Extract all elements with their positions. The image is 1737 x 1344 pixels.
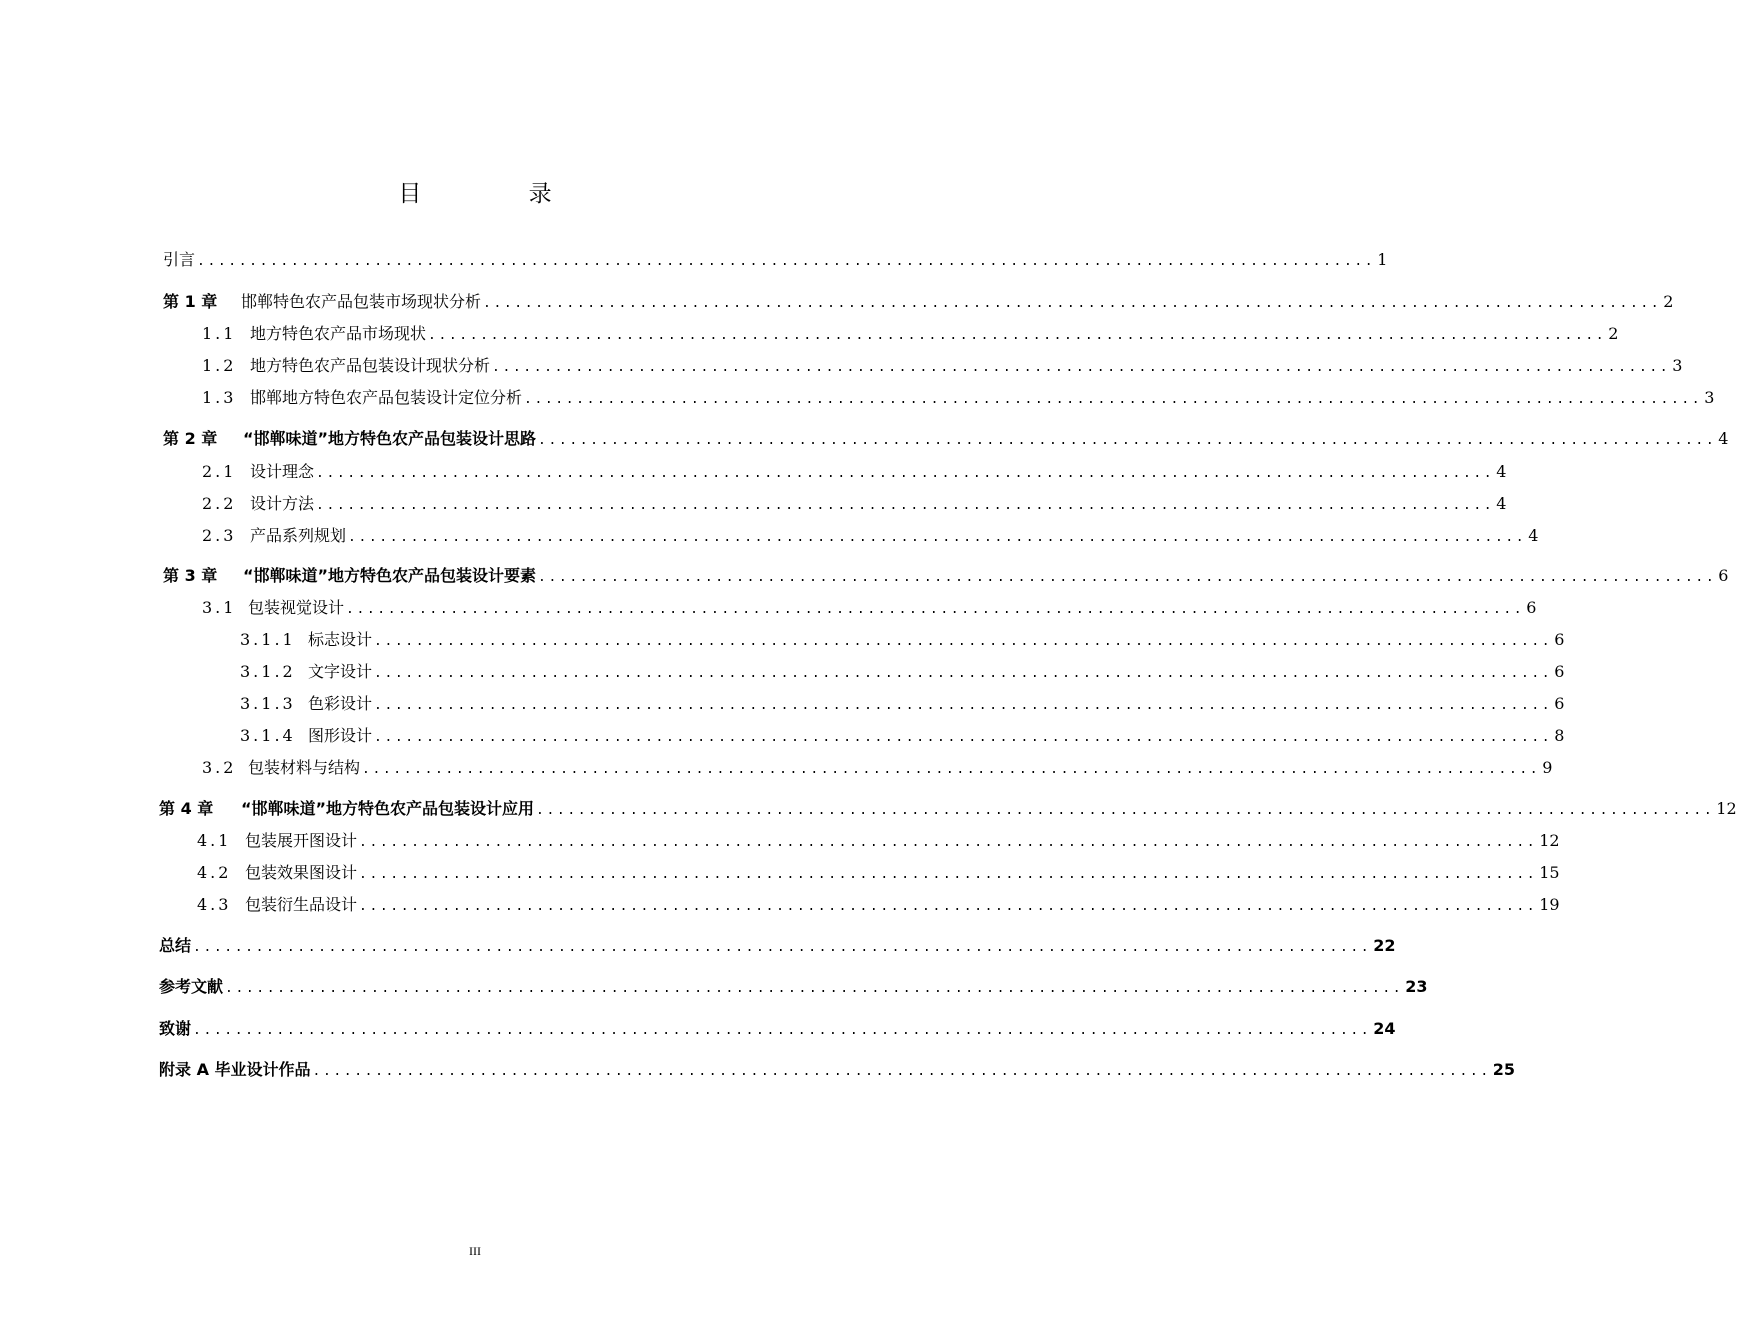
toc-leader-dots: ................................................................................................................. — [538, 570, 1717, 585]
toc-leader-dots: ................................................................................................................. — [374, 634, 1553, 649]
toc-entry-page: 9 — [1542, 758, 1553, 777]
toc-leader-dots: ................................................................................................................. — [428, 328, 1607, 343]
toc-leader-dots: ................................................................................................................. — [193, 940, 1372, 955]
toc-entry-page: 3 — [1704, 388, 1715, 407]
toc-leader-dots: ................................................................................................................. — [348, 530, 1527, 545]
toc-entry-page: 4 — [1496, 462, 1507, 481]
toc-entry-label: “邯郸味道”地方特色农产品包装设计思路 — [243, 429, 537, 448]
toc-leader-dots: ................................................................................................................. — [362, 762, 1541, 777]
toc-entry-page: 3 — [1672, 356, 1683, 375]
toc-entry-label: 邯郸特色农产品包装市场现状分析 — [241, 292, 482, 311]
toc-entry-subsection[interactable] — [240, 660, 1565, 684]
toc-leader-dots: ................................................................................................................. — [316, 498, 1495, 513]
toc-entry-label: 产品系列规划 — [250, 526, 347, 545]
toc-entry-page: 4 — [1718, 429, 1729, 448]
toc-leader-dots: ................................................................................................................. — [374, 698, 1553, 713]
toc-entry-chapter-4[interactable] — [159, 797, 1737, 821]
toc-entry-acknowledgements[interactable] — [159, 1017, 1396, 1041]
toc-entry-number: 4.2 — [197, 863, 232, 882]
toc-leader-dots: ................................................................................................................. — [359, 835, 1538, 850]
toc-entry-number: 1.2 — [202, 356, 237, 375]
toc-leader-dots: ................................................................................................................. — [359, 899, 1538, 914]
toc-leader-dots: ................................................................................................................. — [225, 981, 1404, 996]
toc-entry-number: 第 1 章 — [163, 292, 218, 311]
toc-entry-label: 色彩设计 — [308, 694, 373, 713]
toc-leader-dots: ................................................................................................................. — [524, 392, 1703, 407]
toc-entry-label: 图形设计 — [308, 726, 373, 745]
toc-entry-page: 4 — [1496, 494, 1507, 513]
toc-entry-number: 2.1 — [202, 462, 237, 481]
toc-entry-number: 第 2 章 — [163, 429, 218, 448]
toc-entry-number: 3.2 — [202, 758, 237, 777]
toc-entry-page: 23 — [1405, 977, 1428, 996]
toc-entry-page: 6 — [1526, 598, 1537, 617]
toc-leader-dots: ................................................................................................................. — [492, 360, 1671, 375]
toc-entry-label: 参考文献 — [159, 977, 224, 996]
toc-entry-number: 第 3 章 — [163, 566, 218, 585]
toc-entry-number: 3.1.3 — [240, 694, 296, 713]
toc-entry-section[interactable] — [202, 524, 1539, 548]
toc-entry-number: 3.1.2 — [240, 662, 296, 681]
toc-entry-chapter-3[interactable] — [163, 564, 1729, 588]
toc-entry-chapter-2[interactable] — [163, 427, 1729, 451]
toc-entry-section[interactable] — [202, 322, 1619, 346]
toc-entry-number: 3.1.1 — [240, 630, 296, 649]
toc-entry-number: 4.3 — [197, 895, 232, 914]
toc-entry-page: 6 — [1554, 662, 1565, 681]
toc-leader-dots: ................................................................................................................. — [316, 466, 1495, 481]
toc-entry-section[interactable] — [202, 756, 1553, 780]
toc-entry-label: 标志设计 — [308, 630, 373, 649]
toc-entry-label: 包装视觉设计 — [248, 598, 345, 617]
toc-entry-label: 邯郸地方特色农产品包装设计定位分析 — [250, 388, 523, 407]
toc-entry-page: 6 — [1554, 694, 1565, 713]
toc-entry-label: 引言 — [163, 250, 196, 269]
toc-entry-label: “邯郸味道”地方特色农产品包装设计应用 — [241, 799, 535, 818]
toc-leader-dots: ................................................................................................................. — [346, 602, 1525, 617]
toc-entry-section[interactable] — [197, 829, 1560, 853]
toc-entry-section[interactable] — [197, 893, 1560, 917]
toc-entry-label: 地方特色农产品包装设计现状分析 — [250, 356, 491, 375]
toc-entry-subsection[interactable] — [240, 628, 1565, 652]
toc-entry-page: 25 — [1492, 1060, 1516, 1079]
toc-entry-section[interactable] — [202, 492, 1507, 516]
toc-entry-label: 总结 — [159, 936, 192, 955]
toc-entry-section[interactable] — [197, 861, 1560, 885]
toc-entry-page: 4 — [1528, 526, 1539, 545]
toc-entry-number: 1.3 — [202, 388, 237, 407]
toc-entry-page: 15 — [1539, 863, 1560, 882]
toc-entry-number: 2.2 — [202, 494, 237, 513]
toc-entry-number: 2.3 — [202, 526, 237, 545]
toc-entry-page: 2 — [1663, 292, 1674, 311]
toc-entry-page: 19 — [1539, 895, 1560, 914]
toc-entry-number: 4.1 — [197, 831, 232, 850]
toc-entry-page: 1 — [1377, 250, 1388, 269]
toc-entry-page: 2 — [1608, 324, 1619, 343]
toc-entry-page: 6 — [1718, 566, 1729, 585]
toc-entry-chapter-1[interactable] — [163, 290, 1674, 314]
toc-entry-label: “邯郸味道”地方特色农产品包装设计要素 — [243, 566, 537, 585]
toc-entry-page: 22 — [1373, 936, 1396, 955]
toc-entry-label: 包装展开图设计 — [245, 831, 358, 850]
toc-entry-number: 3.1.4 — [240, 726, 296, 745]
toc-leader-dots: ................................................................................................................. — [483, 296, 1662, 311]
toc-entry-summary[interactable] — [159, 934, 1396, 958]
toc-entry-page: 12 — [1716, 799, 1737, 818]
toc-entry-page: 6 — [1554, 630, 1565, 649]
toc-entry-appendix[interactable] — [159, 1058, 1516, 1082]
toc-entry-label: 附录 A 毕业设计作品 — [159, 1060, 311, 1079]
toc-leader-dots: ................................................................................................................. — [312, 1064, 1491, 1079]
toc-entry-label: 包装效果图设计 — [245, 863, 358, 882]
toc-leader-dots: ................................................................................................................. — [374, 730, 1553, 745]
toc-leader-dots: ................................................................................................................. — [359, 867, 1538, 882]
toc-entry-page: 24 — [1373, 1019, 1396, 1038]
toc-entry-label: 设计方法 — [250, 494, 315, 513]
toc-leader-dots: ................................................................................................................. — [536, 803, 1715, 818]
toc-entry-page: 12 — [1539, 831, 1560, 850]
toc-entry-section[interactable] — [202, 386, 1715, 410]
toc-entry-subsection[interactable] — [240, 692, 1565, 716]
toc-entry-number: 第 4 章 — [159, 799, 214, 818]
toc-entry-label: 设计理念 — [250, 462, 315, 481]
toc-entry-section[interactable] — [202, 354, 1683, 378]
toc-leader-dots: ................................................................................................................. — [197, 254, 1376, 269]
toc-entry-label: 文字设计 — [308, 662, 373, 681]
toc-entry-label: 包装材料与结构 — [248, 758, 361, 777]
toc-entry-section[interactable] — [202, 460, 1507, 484]
footer-page-number: III — [469, 1244, 481, 1258]
toc-entry-label: 地方特色农产品市场现状 — [250, 324, 427, 343]
page-title: 目 录 — [398, 181, 602, 207]
toc-entry-references[interactable] — [159, 975, 1428, 999]
toc-entry-label: 包装衍生品设计 — [245, 895, 358, 914]
toc-leader-dots: ................................................................................................................. — [374, 666, 1553, 681]
toc-entry-intro[interactable] — [163, 248, 1388, 272]
toc-leader-dots: ................................................................................................................. — [538, 433, 1717, 448]
toc-entry-number: 3.1 — [202, 598, 237, 617]
toc-entry-page: 8 — [1554, 726, 1565, 745]
toc-entry-label: 致谢 — [159, 1019, 192, 1038]
toc-entry-number: 1.1 — [202, 324, 237, 343]
toc-entry-section[interactable] — [202, 596, 1537, 620]
toc-leader-dots: ................................................................................................................. — [193, 1023, 1372, 1038]
toc-entry-subsection[interactable] — [240, 724, 1565, 748]
